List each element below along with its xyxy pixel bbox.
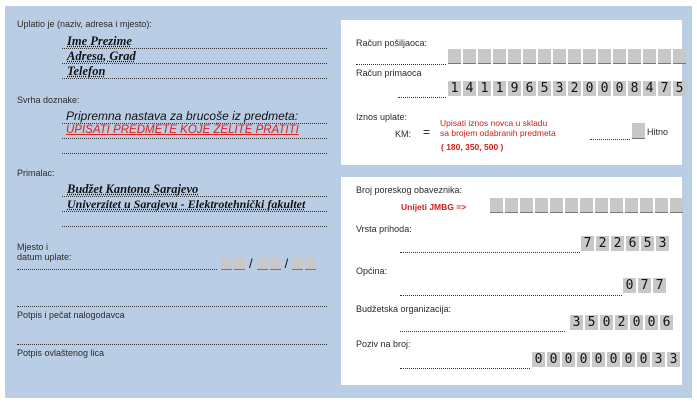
budget-org-digit-box[interactable]: 6 <box>660 315 673 330</box>
purpose-line-2[interactable]: UPISATI PREDMETE KOJE ŽELITE PRATITI <box>66 124 299 136</box>
receiver-account-digit-box[interactable]: 8 <box>628 81 641 96</box>
recipient-label: Primalac: <box>17 168 55 178</box>
amount-note-1: Upisati iznos novca u skladu <box>440 118 548 128</box>
sender-account-digit-box[interactable] <box>538 49 551 64</box>
receiver-account-digit-box[interactable]: 9 <box>508 81 521 96</box>
municipality-digit-box[interactable]: 0 <box>623 278 636 293</box>
payer-signature-line <box>17 306 327 307</box>
municipality-digit-box[interactable]: 7 <box>638 278 651 293</box>
revenue-type-digit-box[interactable]: 7 <box>581 236 594 251</box>
tax-number-digit-box[interactable] <box>535 198 548 213</box>
tax-number-digit-box[interactable] <box>625 198 638 213</box>
budget-org-digit-box[interactable]: 3 <box>570 315 583 330</box>
receiver-account-digit-box[interactable]: 4 <box>643 81 656 96</box>
reference-digit-box[interactable]: 0 <box>577 352 590 367</box>
place-line <box>17 269 217 270</box>
receiver-account-digit-box[interactable]: 1 <box>448 81 461 96</box>
reference-digit-box[interactable]: 0 <box>562 352 575 367</box>
date-separator-2: / <box>284 256 289 271</box>
reference-digits[interactable] <box>532 352 680 367</box>
reference-digit-box[interactable]: 0 <box>637 352 650 367</box>
equals-sign: = <box>423 125 431 139</box>
date-month-1[interactable] <box>257 257 268 270</box>
reference-digit-box[interactable]: 0 <box>622 352 635 367</box>
receiver-account-digit-box[interactable]: 3 <box>553 81 566 96</box>
budget-org-digit-box[interactable]: 0 <box>600 315 613 330</box>
revenue-type-digit-box[interactable]: 2 <box>611 236 624 251</box>
tax-number-digit-box[interactable] <box>640 198 653 213</box>
budget-org-digit-box[interactable]: 0 <box>645 315 658 330</box>
payer-name[interactable]: Ime Prezime <box>67 34 132 48</box>
reference-digit-box[interactable]: 0 <box>532 352 545 367</box>
receiver-account-digit-box[interactable]: 5 <box>538 81 551 96</box>
receiver-account-line <box>398 97 446 98</box>
sender-account-digit-box[interactable] <box>598 49 611 64</box>
purpose-line-3-rule <box>62 153 327 154</box>
sender-account-digit-box[interactable] <box>508 49 521 64</box>
urgent-label: Hitno <box>647 127 669 137</box>
sender-account-digit-box[interactable] <box>463 49 476 64</box>
recipient-line-3-rule <box>62 226 327 227</box>
reference-digit-box[interactable]: 0 <box>607 352 620 367</box>
sender-account-line <box>356 64 446 65</box>
revenue-type-line <box>400 252 580 253</box>
sender-account-label: Račun pošiljaoca: <box>356 38 428 48</box>
sender-account-digit-box[interactable] <box>658 49 671 64</box>
amount-note-2: sa brojem odabranih predmeta <box>440 128 556 138</box>
amount-label: Iznos uplate: <box>356 112 408 122</box>
date-fields <box>221 256 318 271</box>
tax-number-digit-box[interactable] <box>655 198 668 213</box>
sender-account-digit-box[interactable] <box>448 49 461 64</box>
sender-account-digit-box[interactable] <box>613 49 626 64</box>
tax-number-digit-box[interactable] <box>610 198 623 213</box>
payer-address[interactable]: Adresa, Grad <box>67 49 136 63</box>
budget-org-digit-box[interactable]: 0 <box>630 315 643 330</box>
receiver-account-digit-box[interactable]: 1 <box>493 81 506 96</box>
receiver-account-digit-box[interactable]: 7 <box>658 81 671 96</box>
purpose-label: Svrha doznake: <box>17 95 80 105</box>
receiver-account-digit-box[interactable]: 5 <box>673 81 686 96</box>
date-year-2[interactable] <box>305 257 316 270</box>
revenue-type-label: Vrsta prihoda: <box>356 224 412 234</box>
receiver-account-digit-box[interactable]: 0 <box>613 81 626 96</box>
reference-digit-box[interactable]: 3 <box>667 352 680 367</box>
date-separator-1: / <box>249 256 253 271</box>
recipient-line-2-rule <box>62 211 327 212</box>
jmbg-hint: Unijeti JMBG => <box>401 202 467 212</box>
tax-number-digit-box[interactable] <box>520 198 533 213</box>
payer-signature-label: Potpis i pečat nalogodavca <box>17 310 125 320</box>
tax-number-digit-box[interactable] <box>490 198 503 213</box>
sender-account-digit-box[interactable] <box>478 49 491 64</box>
municipality-digits[interactable] <box>623 278 666 293</box>
date-day-2[interactable] <box>234 257 245 270</box>
reference-digit-box[interactable]: 3 <box>652 352 665 367</box>
tax-number-digit-box[interactable] <box>595 198 608 213</box>
receiver-account-digits[interactable] <box>448 81 686 96</box>
payer-phone-line <box>62 78 327 79</box>
payer-phone[interactable]: Telefon <box>67 64 106 78</box>
budget-org-digit-box[interactable]: 5 <box>585 315 598 330</box>
reference-digit-box[interactable]: 0 <box>547 352 560 367</box>
place-date-label-2: datum uplate: <box>17 252 72 262</box>
budget-org-digits[interactable] <box>570 315 673 330</box>
place-date-label-1: Mjesto i <box>17 242 49 252</box>
tax-number-digit-box[interactable] <box>670 198 683 213</box>
tax-number-digit-box[interactable] <box>505 198 518 213</box>
budget-org-line <box>400 331 565 332</box>
receiver-account-digit-box[interactable]: 1 <box>478 81 491 96</box>
sender-account-digit-box[interactable] <box>523 49 536 64</box>
budget-org-digit-box[interactable]: 2 <box>615 315 628 330</box>
recipient-line-2[interactable]: Univerzitet u Sarajevu - Elektrotehnički fakultet <box>67 197 306 211</box>
sender-account-digit-box[interactable] <box>673 49 686 64</box>
tax-number-digit-box[interactable] <box>580 198 593 213</box>
revenue-type-digit-box[interactable]: 6 <box>626 236 639 251</box>
sender-account-digit-box[interactable] <box>628 49 641 64</box>
sender-account-digit-box[interactable] <box>643 49 656 64</box>
municipality-digit-box[interactable]: 7 <box>653 278 666 293</box>
date-year-1[interactable] <box>292 257 303 270</box>
reference-line <box>400 368 530 369</box>
receiver-account-digit-box[interactable]: 0 <box>583 81 596 96</box>
municipality-line <box>400 295 622 296</box>
recipient-line-1[interactable]: Budžet Kantona Sarajevo <box>67 182 199 196</box>
tax-number-digit-box[interactable] <box>550 198 563 213</box>
urgent-checkbox[interactable] <box>632 123 645 139</box>
receiver-account-digit-box[interactable]: 2 <box>568 81 581 96</box>
purpose-line-2-rule <box>62 138 327 139</box>
purpose-line-1[interactable]: Pripremna nastava za brucoše iz predmeta: <box>66 109 299 123</box>
tax-number-digits[interactable] <box>490 198 683 213</box>
budget-org-label: Budžetska organizacija: <box>356 304 452 314</box>
amount-note-3: ( 180, 350, 500 ) <box>441 142 504 152</box>
reference-label: Poziv na broj: <box>356 339 411 349</box>
authorized-signature-label: Potpis ovlaštenog lica <box>17 348 105 358</box>
receiver-account-digit-box[interactable]: 6 <box>523 81 536 96</box>
revenue-type-digit-box[interactable]: 2 <box>596 236 609 251</box>
amount-line <box>590 139 630 140</box>
sender-account-digit-box[interactable] <box>553 49 566 64</box>
sender-account-digits[interactable] <box>448 49 686 64</box>
currency-label: KM: <box>395 129 412 139</box>
tax-number-label: Broj poreskog obaveznika: <box>356 185 463 195</box>
date-month-2[interactable] <box>270 257 281 270</box>
receiver-account-digit-box[interactable]: 0 <box>598 81 611 96</box>
authorized-signature-line <box>17 344 327 345</box>
date-day-1[interactable] <box>221 257 232 270</box>
reference-digit-box[interactable]: 0 <box>592 352 605 367</box>
sender-account-digit-box[interactable] <box>493 49 506 64</box>
revenue-type-digit-box[interactable]: 3 <box>656 236 669 251</box>
sender-account-digit-box[interactable] <box>583 49 596 64</box>
receiver-account-digit-box[interactable]: 4 <box>463 81 476 96</box>
revenue-type-digit-box[interactable]: 5 <box>641 236 654 251</box>
payer-label: Uplatio je (naziv, adresa i mjesto): <box>17 19 152 29</box>
sender-account-digit-box[interactable] <box>568 49 581 64</box>
revenue-type-digits[interactable] <box>581 236 669 251</box>
municipality-label: Općina: <box>356 266 388 276</box>
tax-number-digit-box[interactable] <box>565 198 578 213</box>
receiver-account-label: Račun primaoca <box>356 68 422 78</box>
